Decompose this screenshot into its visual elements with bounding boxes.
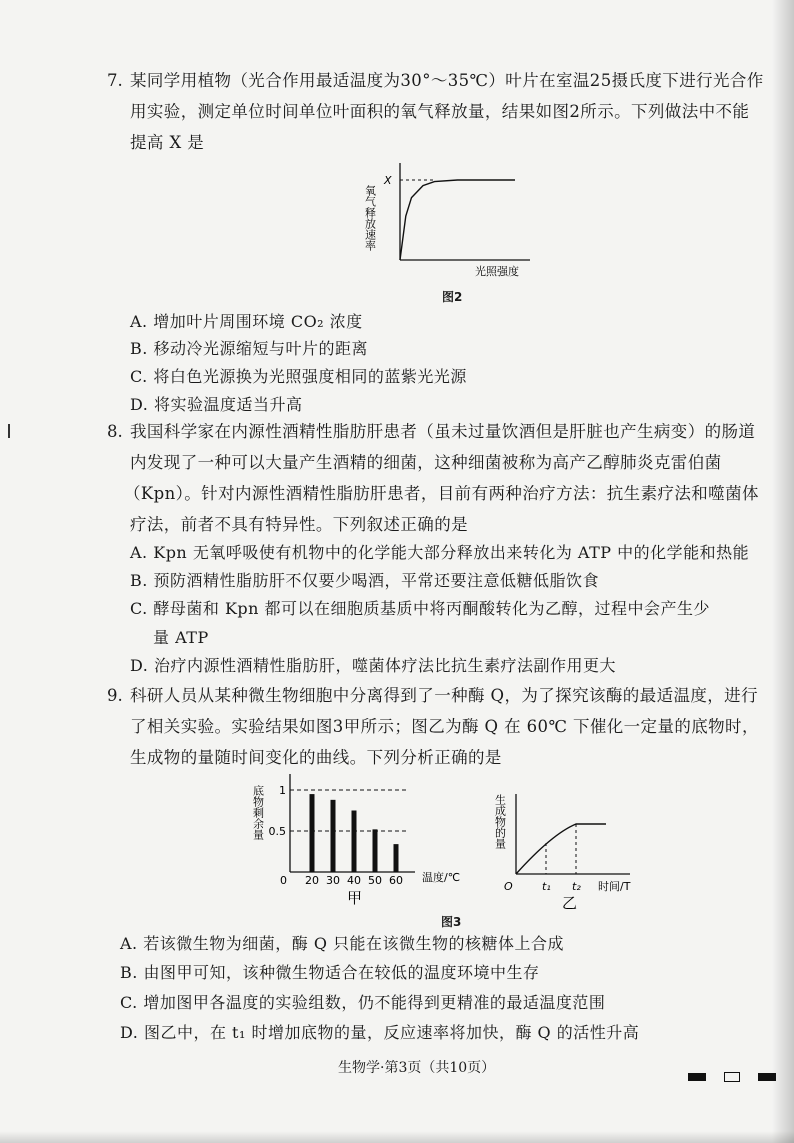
figure-2-caption: 图2	[442, 290, 463, 304]
jia-y-tick: 1	[279, 784, 286, 797]
jia-bar	[331, 800, 336, 872]
jia-origin: 0	[280, 874, 287, 887]
fig2-x-mark: X	[384, 174, 392, 187]
figure-2-chart	[360, 155, 540, 285]
yi-title: 乙	[562, 894, 578, 910]
figure-3-jia-chart	[250, 770, 460, 910]
figure-3-caption: 图3	[441, 915, 462, 929]
option-text: 若该微生物为细菌，酶 Q 只能在该微生物的核糖体上合成	[143, 934, 565, 953]
jia-bar	[394, 844, 399, 872]
option-text: 由图甲可知，该种微生物适合在较低的温度环境中生存	[143, 963, 540, 982]
option-label: C.	[130, 599, 148, 618]
q9-stem-line3: 生成物的量随时间变化的曲线。下列分析正确的是	[130, 748, 502, 767]
q8-stem-line3: （Kpn）。针对内源性酒精性脂肪肝患者，目前有两种治疗方法：抗生素疗法和噬菌体	[124, 484, 759, 503]
fig2-y-label: 氧气释放速率	[363, 185, 377, 251]
q7-stem-line3: 提高 X 是	[130, 133, 205, 152]
q8-option-c	[130, 598, 710, 620]
option-label: D.	[130, 656, 149, 675]
q7-option-a	[130, 311, 363, 333]
q9-option-b	[120, 962, 539, 984]
jia-x-tick: 50	[368, 874, 382, 887]
jia-y-label: 底物剩余量	[251, 785, 265, 840]
option-text: 增加图甲各温度的实验组数，仍不能得到更精准的最适温度范围	[143, 993, 606, 1012]
option-text: Kpn 无氧呼吸使有机物中的化学能大部分释放出来转化为 ATP 中的化学能和热能	[153, 543, 750, 562]
fig2-curve	[400, 180, 515, 260]
q9-option-c	[120, 992, 605, 1014]
jia-bar	[373, 829, 378, 872]
q7-stem-line2: 用实验，测定单位时间单位叶面积的氧气释放量，结果如图2所示。下列做法中不能	[130, 102, 750, 121]
jia-bar	[310, 794, 315, 872]
q8-option-b	[130, 570, 599, 592]
jia-bar	[352, 811, 357, 873]
option-label: C.	[120, 993, 138, 1012]
option-label: D.	[130, 395, 149, 414]
q8-stem-line2: 内发现了一种可以大量产生酒精的细菌，这种细菌被称为高产乙醇肺炎克雷伯菌	[130, 453, 722, 472]
fig2-x-label: 光照强度	[475, 265, 519, 278]
footer-mark-filled-1	[688, 1073, 706, 1081]
option-text: 增加叶片周围环境 CO₂ 浓度	[153, 312, 363, 331]
q9-stem-line1: 科研人员从某种微生物细胞中分离得到了一种酶 Q，为了探究该酶的最适温度，进行	[130, 686, 758, 705]
option-text: 治疗内源性酒精性脂肪肝，噬菌体疗法比抗生素疗法副作用更大	[153, 656, 616, 675]
q8-option-d	[130, 655, 616, 677]
jia-x-tick: 20	[305, 874, 319, 887]
yi-x-tick: O	[504, 880, 513, 893]
q9-option-a	[120, 933, 564, 955]
option-label: B.	[120, 963, 138, 982]
yi-curve	[516, 824, 606, 874]
q7-option-d	[130, 394, 302, 416]
page-footer: 生物学·第3页（共10页）	[338, 1060, 496, 1076]
jia-x-tick: 30	[326, 874, 340, 887]
q7-stem-line1: 某同学用植物（光合作用最适温度为30°～35℃）叶片在室温25摄氏度下进行光合作	[130, 71, 764, 90]
option-text: 酵母菌和 Kpn 都可以在细胞质基质中将丙酮酸转化为乙醇，过程中会产生少	[153, 599, 711, 618]
jia-title: 甲	[347, 889, 363, 907]
option-label: D.	[120, 1023, 139, 1042]
figure-3-yi-chart	[490, 790, 655, 910]
q8-number: 8.	[107, 422, 123, 441]
q8-option-c-cont	[153, 627, 209, 649]
page-edge-shadow	[772, 0, 794, 1143]
option-label: B.	[130, 339, 148, 358]
q7-option-c	[130, 366, 467, 388]
margin-mark	[8, 424, 10, 438]
q7-number: 7.	[107, 71, 123, 90]
option-text: 量 ATP	[153, 628, 209, 647]
q8-option-a	[130, 542, 749, 564]
option-label: A.	[120, 934, 138, 953]
q7-option-b	[130, 338, 368, 360]
option-text: 将白色光源换为光照强度相同的蓝紫光光源	[153, 367, 467, 386]
page-bottom-shadow	[0, 1131, 794, 1143]
q8-stem-line4: 疗法，前者不具有特异性。下列叙述正确的是	[130, 515, 468, 534]
option-text: 预防酒精性脂肪肝不仅要少喝酒，平常还要注意低糖低脂饮食	[153, 571, 599, 590]
option-text: 将实验温度适当升高	[153, 395, 303, 414]
q8-stem-line1: 我国科学家在内源性酒精性脂肪肝患者（虽未过量饮酒但是肝脏也产生病变）的肠道	[130, 422, 756, 441]
q9-number: 9.	[107, 686, 123, 705]
option-label: A.	[130, 312, 148, 331]
option-label: B.	[130, 571, 148, 590]
footer-mark-hollow	[724, 1072, 740, 1082]
yi-x-tick: t₂	[572, 880, 581, 893]
q9-stem-line2: 了相关实验。实验结果如图3甲所示；图乙为酶 Q 在 60℃ 下催化一定量的底物时，	[130, 717, 759, 736]
q9-option-d	[120, 1022, 639, 1044]
jia-x-tick: 60	[389, 874, 403, 887]
yi-x-label: 时间/T	[598, 880, 631, 893]
yi-x-tick: t₁	[542, 880, 551, 893]
jia-y-tick: 0.5	[268, 825, 286, 838]
option-label: C.	[130, 367, 148, 386]
option-text: 移动冷光源缩短与叶片的距离	[153, 339, 368, 358]
jia-x-tick: 40	[347, 874, 361, 887]
yi-y-label: 生成物的量	[493, 794, 507, 849]
jia-x-label: 温度/℃	[422, 871, 460, 884]
option-text: 图乙中，在 t₁ 时增加底物的量，反应速率将加快，酶 Q 的活性升高	[143, 1023, 640, 1042]
option-label: A.	[130, 543, 148, 562]
